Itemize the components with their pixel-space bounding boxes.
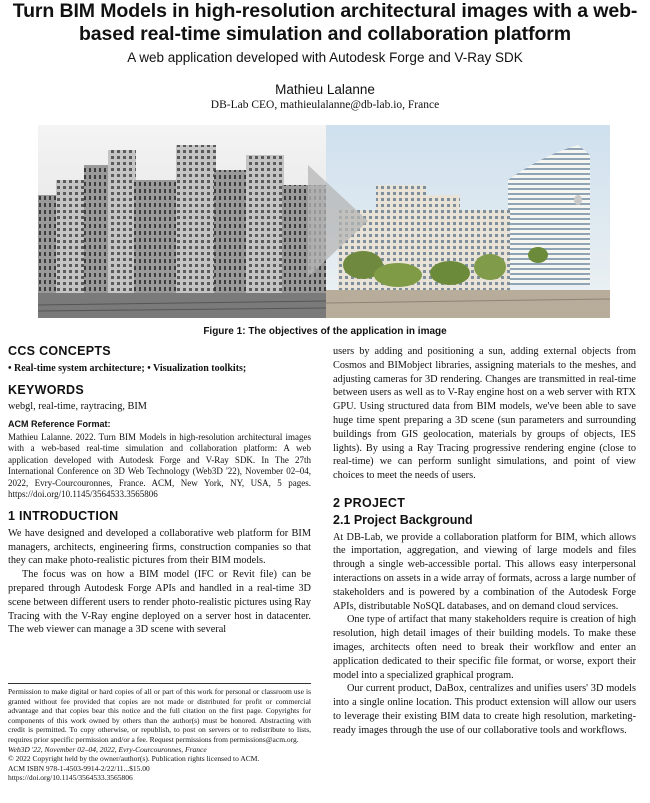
reference-heading: ACM Reference Format: bbox=[8, 419, 111, 430]
permission-footnote bbox=[8, 683, 311, 783]
permission-text: Permission to make digital or hard copies of all or part of this work for personal or classroom use is granted without fee provided that copies are not made or distributed for profit or commercial advantage and that copies bear this notice and the full citation on the first page. Copyrights for components of this work owned by others than the author(s) must be honored. Abstracting with credit is permitted. To copy otherwise, or republish, to post on servers or to redistribute to lists, requires prior specific permission and/or a fee. Request permissions from permissions@acm.org. bbox=[8, 687, 311, 744]
keywords-text: webgl, real-time, raytracing, BIM bbox=[8, 401, 147, 413]
intro-paragraph-2: The focus was on how a BIM model (IFC or Revit file) can be prepared through Autodesk Forge APIs and handled in a real-time 3D scene between different users to render photo-realistic pictures using Ray Tracing with the V-Ray engine deployed on a server host in datacenter. The web viewer can manage a 3D scene with several bbox=[8, 569, 311, 636]
venue-text: Web3D '22, November 02–04, 2022, Evry-Courcouronnes, France bbox=[8, 744, 207, 754]
paper-title: Turn BIM Models in high-resolution architectural images with a web-based real-time simulation and collaboration platform bbox=[12, 0, 638, 45]
left-column bbox=[8, 345, 311, 637]
intro-paragraph-3: users by adding and positioning a sun, adding external objects from Cosmos and BIMobject libraries, assigning materials to the meshes, and adjusting cameras for 3D rendering. Changes are transmitted in real-time between users as well as to V-Ray engine host on a web server with RTX GPU. Using structured data from BIM models, we've been able to save huge time spent preparing a 3D scene (sun parameters and surrounding buildings from GIS geolocation, materials by groups of objects, IES lights). By using a Ray Tracing progressive rendering engine (close to real-time) we can perform sunlight simulations, and point of view choices to meet the needs of users. bbox=[333, 346, 636, 482]
copyright-text: © 2022 Copyright held by the owner/author(s). Publication rights licensed to ACM. bbox=[8, 754, 260, 764]
project-background-heading: 2.1 Project Background bbox=[333, 512, 473, 527]
intro-heading: 1 INTRODUCTION bbox=[8, 508, 119, 523]
paper-subtitle: A web application developed with Autodesk Forge and V-Ray SDK bbox=[127, 50, 523, 65]
bim-model-image bbox=[38, 125, 326, 318]
ccs-concepts: • Real-time system architecture; • Visualization toolkits; bbox=[8, 362, 247, 374]
author-affiliation: DB-Lab CEO, mathieulalanne@db-lab.io, France bbox=[210, 99, 440, 111]
intro-paragraph-1: We have designed and developed a collaborative web platform for BIM managers, architects, engineering firms, construction companies so that they can make photo-realistic pictures from their BIM models. bbox=[8, 527, 311, 567]
author-name: Mathieu Lalanne bbox=[275, 82, 375, 97]
figure-caption: Figure 1: The objectives of the application in image bbox=[203, 326, 447, 337]
project-paragraph-1: At DB-Lab, we provide a collaboration platform for BIM, which allows the importation, aggregation, and viewing of large models and files through a single web-accessible portal. This allows easy interpersonal interactions on assets in a wide array of formats, across a large number of stakeholders and is powered by a combination of the Autodesk Forge APIs, distributable NoSQL databases, and on demand cloud services. bbox=[333, 531, 636, 612]
keywords-heading: KEYWORDS bbox=[8, 382, 85, 397]
reference-text: Mathieu Lalanne. 2022. Turn BIM Models in high-resolution architectural images with a web-based real-time simulation and collaboration platform: A web application developed with Autodesk Forge and V-Ray SDK. In The 27th International Conference on 3D Web Technology (Web3D '22), November 02–04, 2022, Evry-Courcouronnes, France. ACM, New York, NY, USA, 5 pages. https://doi.org/10.1145/3564533.3565806 bbox=[8, 431, 311, 500]
project-paragraph-3: Our current product, DaBox, centralizes and unifies users' 3D models into a single online location. This product extension will allow our users to leverage their existing BIM data to create high resolution, marketing-ready images through the use of our collaborative tools and workflows. bbox=[333, 683, 636, 736]
render-result-image bbox=[326, 125, 610, 318]
doi-text: https://doi.org/10.1145/3564533.3565806 bbox=[8, 773, 133, 783]
project-paragraph-2: One type of artifact that many stakeholders require is creation of high resolution, high detail images of their building models. To make these images, architects often need to break their workflow and enter an application dedicated to their specific file format, or worse, export their model into a specialized graphical program. bbox=[333, 614, 636, 681]
project-heading: 2 PROJECT bbox=[333, 495, 406, 510]
isbn-text: ACM ISBN 978-1-4503-9914-2/22/11...$15.00 bbox=[8, 763, 150, 773]
ccs-heading: CCS CONCEPTS bbox=[8, 344, 111, 358]
teaser-figure bbox=[38, 125, 610, 318]
right-column bbox=[333, 345, 636, 738]
